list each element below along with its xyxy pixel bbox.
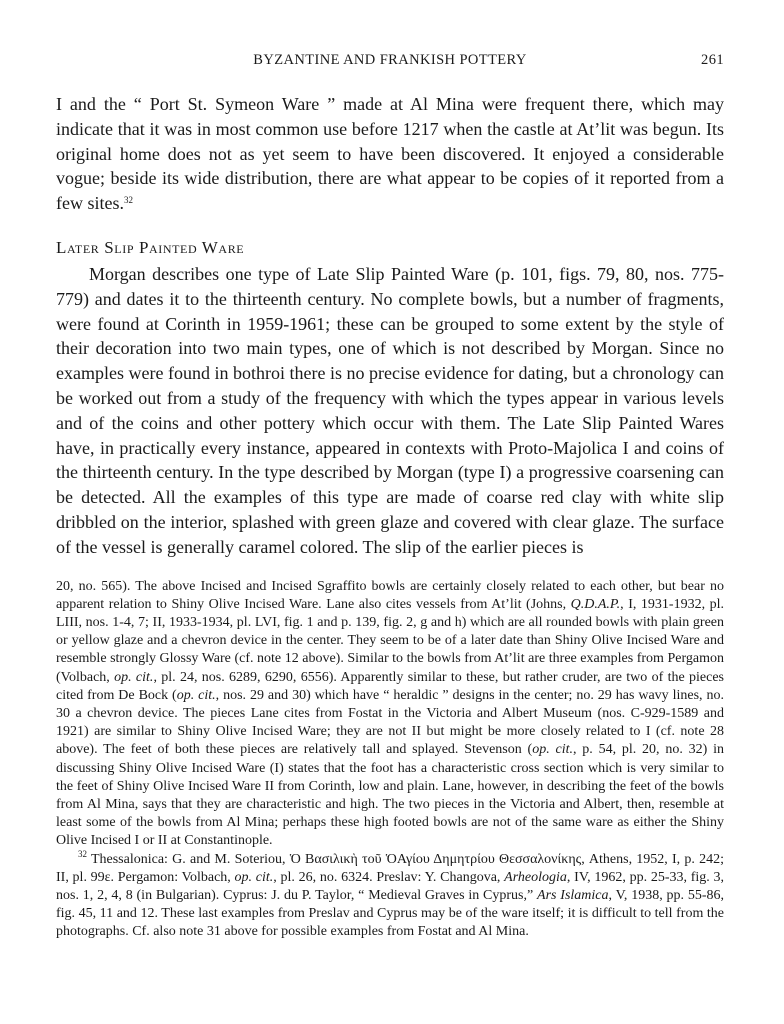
footnote-32: $^{32}$ Thessalonica: G. and M. Soteriou, Ὁ Βασιλικὴ τοῦ ὉΑγίου Δημητρίου Θεσσαλονίκης, Athens, 1952, I, p. 242; II, pl. 99ε. Pergamon: Volbach, op. cit., pl. 26, no. 6324. Preslav: Y. Changova, Arheologia, IV, 1962, pp. 25-33, fig. 3, nos. 1, 2, 4, 8 (in Bulgarian). Cyprus: J. du P. Taylor, “ Medieval Graves in Cyprus,” Ars Islamica, V, 1938, pp. 55-86, fig. 45, 11 and 12. These last examples from Preslav and Cyprus may be of the ware itself; it is difficult to tell from the photographs. Cf. also note 31 above for possible examples from Fostat and Al Mina. <box>56 848 725 940</box>
main-text <box>56 92 724 560</box>
running-head <box>56 52 724 76</box>
section-heading: Later Slip Painted Ware <box>56 237 245 257</box>
paragraph-continued <box>56 92 724 216</box>
footnote-ref-32: 32 <box>123 195 133 206</box>
paragraph-late-slip-painted: Morgan describes one type of Late Slip Painted Ware (p. 101, figs. 79, 80, nos. 775-779) and dates it to the thirteenth century. No complete bowls, but a number of fragments, were found at Corinth in 1959-1961; these can be grouped to some extent by the style of their decoration into two main types, one of which is not described by Morgan. Since no examples were found in bothroi there is no precise evidence for dating, but a chronology can be worked out from a study of the frequency with which the types appear in various levels and of the coins and other pottery which occur with them. The Late Slip Painted Wares have, in practically every instance, appeared in contexts with Proto-Majolica I and coins of the thirteenth century. In the type described by Morgan (type I) a progressive coarsening can be detected. All the examples of this type are made of coarse red clay with white slip dribbled on the interior, splashed with green glaze and covered with clear glaze. The surface of the vessel is generally caramel colored. The slip of the earlier pieces is <box>56 263 724 557</box>
page-number: 261 <box>701 52 724 68</box>
footnote-number: 32 <box>78 848 87 859</box>
footnote-continued: 20, no. 565). The above Incised and Incised Sgraffito bowls are certainly closely related to each other, but bear no apparent relation to Shiny Olive Incised Ware. Lane also cites vessels from At’lit (Johns, Q.D.A.P., I, 1931-1932, pl. LIII, nos. 1-4, 7; II, 1933-1934, pl. LVI, fig. 1 and p. 139, fig. 2, g and h) which are all rounded bowls with plain green or yellow glaze and a chevron device in the center. They seem to be of a later date than Shiny Olive Incised Ware and resemble strongly Glossy Ware (cf. note 12 above). Similar to the bowls from At’lit are three examples from Pergamon (Volbach, op. cit., pl. 24, nos. 6289, 6290, 6556). Apparently similar to these, but rather cruder, are two of the pieces cited from De Bock (op. cit., nos. 29 and 30) which have “ heraldic ” designs in the center; no. 29 has wavy lines, no. 30 a chevron device. The pieces Lane cites from Fostat in the Victoria and Albert Museum (nos. C-929-1589 and 1921) are similar to Shiny Olive Incised Ware; they are not II but might be more closely related to I (cf. note 28 above). The feet of both these pieces are relatively tall and splayed. Stevenson (op. cit., p. 54, pl. 20, no. 32) in discussing Shiny Olive Incised Ware (I) states that the foot has a characteristic cross section which is very similar to the feet of Shiny Olive Incised Ware II from Corinth, low and plain. Lane, however, in describing the feet of the bowls from Al Mina, says that they are characteristic and high. The two pieces in the Victoria and Albert, then, resemble at least some of the bowls from Al Mina; perhaps these high footed bowls are not of the same ware as either the Shiny Olive Incised I or II at Constantinople. <box>56 578 724 849</box>
footnotes <box>56 578 724 942</box>
paragraph-text: I and the “ Port St. Symeon Ware ” made at Al Mina were frequent there, which may indicate that it was in most common use before 1217 when the castle at At’lit was begun. Its original home does not as yet seem to have been discovered. It enjoyed a considerable vogue; beside its wide distribution, there are what appear to be copies of it reported from a few sites. <box>56 94 724 214</box>
page <box>56 52 724 942</box>
running-title: BYZANTINE AND FRANKISH POTTERY <box>253 52 527 68</box>
